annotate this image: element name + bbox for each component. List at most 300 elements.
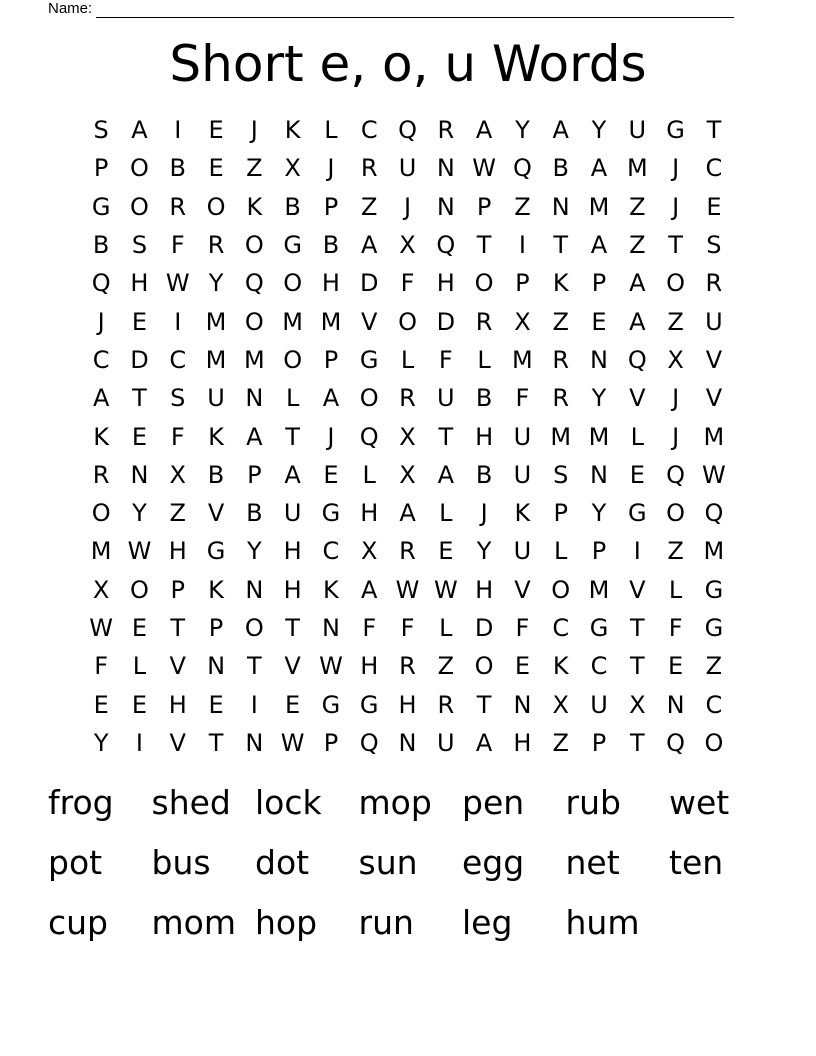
grid-letter: P <box>170 575 185 604</box>
grid-letter: N <box>130 460 149 489</box>
grid-letter: O <box>130 154 149 183</box>
grid-letter: W <box>89 614 114 642</box>
grid-letter: F <box>515 384 530 413</box>
grid-letter: Y <box>247 537 262 566</box>
grid-letter: C <box>92 345 110 374</box>
grid-letter: N <box>321 614 340 642</box>
grid-letter: G <box>704 575 724 604</box>
grid-letter: Z <box>246 154 263 183</box>
grid-letter: R <box>207 231 225 260</box>
grid-letter: A <box>552 116 569 145</box>
grid-letter: C <box>360 116 378 145</box>
grid-letter: M <box>588 192 610 221</box>
grid-letter: N <box>590 345 608 374</box>
grid-letter: E <box>208 690 224 719</box>
grid-letter: H <box>321 269 340 298</box>
grid-letter: N <box>245 728 264 757</box>
grid-letter: A <box>322 384 340 413</box>
grid-letter: L <box>439 614 453 642</box>
grid-letter: B <box>475 384 493 413</box>
grid-letter: L <box>132 652 147 681</box>
name-field <box>48 0 734 18</box>
word-bank-item: sun <box>358 843 418 882</box>
grid-letter: J <box>327 154 335 183</box>
grid-letter: P <box>591 537 607 566</box>
grid-letter: F <box>438 345 453 374</box>
grid-letter: U <box>513 422 532 451</box>
grid-letter: W <box>127 537 152 566</box>
grid-letter: I <box>518 231 526 260</box>
grid-letter: J <box>672 192 680 221</box>
grid-letter: X <box>169 460 186 489</box>
grid-letter: G <box>321 690 341 719</box>
grid-letter: L <box>400 345 415 374</box>
grid-letter: G <box>704 614 724 642</box>
grid-letter: A <box>361 231 378 260</box>
grid-letter: B <box>92 231 110 260</box>
grid-letter: G <box>589 614 609 642</box>
grid-letter: X <box>399 422 416 451</box>
grid-letter: O <box>206 192 226 221</box>
grid-letter: M <box>512 345 533 374</box>
grid-letter: M <box>550 422 572 451</box>
grid-letter: J <box>672 384 680 413</box>
grid-letter: O <box>283 269 303 298</box>
grid-letter: N <box>436 192 455 221</box>
grid-letter: Q <box>359 728 379 757</box>
grid-letter: X <box>284 154 301 183</box>
grid-letter: R <box>92 460 110 489</box>
grid-letter: R <box>399 537 416 566</box>
grid-letter: S <box>170 384 186 413</box>
word-bank-item: hum <box>565 903 640 942</box>
grid-letter: F <box>668 614 683 642</box>
grid-letter: O <box>244 231 264 260</box>
grid-letter: G <box>359 345 379 374</box>
grid-letter: M <box>90 537 112 566</box>
grid-letter: P <box>93 154 109 183</box>
grid-letter: A <box>131 116 148 145</box>
word-bank-item: run <box>358 903 414 942</box>
grid-letter: W <box>319 652 343 681</box>
grid-letter: A <box>399 499 416 528</box>
grid-letter: J <box>327 422 335 451</box>
grid-letter: M <box>626 154 648 183</box>
word-bank-item: shed <box>151 783 231 822</box>
word-bank-item: dot <box>255 843 310 882</box>
grid-letter: P <box>208 614 224 642</box>
grid-letter: X <box>552 690 569 719</box>
grid-letter: E <box>323 460 339 489</box>
grid-letter: E <box>131 690 148 719</box>
word-bank-item: wet <box>669 783 730 822</box>
grid-letter: Y <box>591 384 607 413</box>
grid-letter: U <box>590 690 608 719</box>
grid-letter: N <box>551 192 570 221</box>
grid-letter: H <box>168 537 187 566</box>
grid-letter: E <box>285 690 301 719</box>
grid-letter: T <box>438 422 454 451</box>
grid-letter: Q <box>91 269 111 298</box>
grid-letter: I <box>174 116 182 145</box>
grid-letter: P <box>323 728 339 757</box>
grid-letter: A <box>629 307 646 336</box>
grid-letter: M <box>282 307 303 336</box>
grid-letter: G <box>359 690 379 719</box>
grid-letter: I <box>633 537 641 566</box>
grid-letter: V <box>207 499 225 528</box>
grid-letter: E <box>208 154 224 183</box>
grid-letter: Q <box>398 116 417 145</box>
grid-letter: A <box>284 460 301 489</box>
grid-letter: R <box>475 307 493 336</box>
grid-letter: M <box>703 537 725 566</box>
grid-letter: H <box>398 690 417 719</box>
grid-letter: F <box>400 614 415 642</box>
word-bank-item: ten <box>669 843 724 882</box>
grid-letter: J <box>672 422 680 451</box>
grid-letter: Z <box>552 307 569 336</box>
word-bank-item: rub <box>565 783 621 822</box>
grid-letter: O <box>551 575 571 604</box>
grid-letter: A <box>590 231 608 260</box>
grid-letter: N <box>436 154 455 183</box>
grid-letter: R <box>169 192 187 221</box>
grid-letter: K <box>552 269 569 298</box>
grid-letter: T <box>706 116 722 145</box>
grid-letter: Z <box>437 652 455 681</box>
grid-letter: F <box>170 231 185 260</box>
grid-letter: O <box>244 307 264 336</box>
grid-letter: Z <box>361 192 378 221</box>
grid-letter: G <box>283 231 302 260</box>
grid-letter: P <box>323 345 339 374</box>
grid-letter: Q <box>512 154 532 183</box>
grid-letter: N <box>590 460 608 489</box>
grid-letter: O <box>704 728 724 757</box>
grid-letter: U <box>705 307 723 336</box>
grid-letter: C <box>552 614 570 642</box>
word-bank-item: mop <box>358 783 432 822</box>
grid-letter: Y <box>208 269 224 298</box>
grid-letter: D <box>359 269 379 298</box>
word-bank-item: mom <box>151 903 236 942</box>
word-bank-item: bus <box>151 843 211 882</box>
grid-letter: X <box>399 460 416 489</box>
grid-letter: E <box>706 192 722 221</box>
grid-letter: Z <box>629 231 646 260</box>
grid-letter: A <box>629 269 646 298</box>
grid-letter: W <box>433 575 458 604</box>
grid-letter: R <box>437 116 455 145</box>
grid-letter: Y <box>132 499 147 528</box>
grid-letter: V <box>514 575 531 604</box>
grid-letter: V <box>705 345 723 374</box>
grid-letter: O <box>474 652 494 681</box>
grid-letter: U <box>283 499 302 528</box>
grid-letter: R <box>399 652 416 681</box>
grid-letter: N <box>513 690 532 719</box>
grid-letter: I <box>174 307 182 336</box>
grid-letter: O <box>130 575 149 604</box>
grid-letter: L <box>630 422 644 451</box>
grid-letter: A <box>590 154 608 183</box>
grid-letter: J <box>403 192 412 221</box>
grid-letter: T <box>668 231 683 260</box>
grid-letter: S <box>553 460 569 489</box>
grid-letter: K <box>208 575 224 604</box>
grid-letter: H <box>168 690 187 719</box>
grid-letter: Y <box>591 499 607 528</box>
grid-letter: U <box>628 116 647 145</box>
grid-letter: T <box>629 728 645 757</box>
grid-letter: K <box>284 116 301 145</box>
grid-letter: T <box>476 231 492 260</box>
grid-letter: D <box>474 614 494 642</box>
grid-letter: O <box>283 345 303 374</box>
grid-letter: O <box>130 192 149 221</box>
grid-letter: Q <box>244 269 264 298</box>
grid-letter: A <box>92 384 110 413</box>
grid-letter: Y <box>591 116 607 145</box>
grid-letter: O <box>244 614 264 642</box>
grid-letter: X <box>667 345 684 374</box>
grid-letter: K <box>514 499 531 528</box>
grid-letter: L <box>668 575 683 604</box>
grid-letter: R <box>437 690 455 719</box>
grid-letter: R <box>360 154 378 183</box>
grid-letter: O <box>474 269 494 298</box>
grid-letter: E <box>591 307 607 336</box>
grid-letter: H <box>130 269 149 298</box>
grid-letter: M <box>588 422 610 451</box>
grid-letter: Z <box>667 537 684 566</box>
grid-letter: T <box>285 422 300 451</box>
grid-letter: N <box>207 652 226 681</box>
grid-letter: U <box>513 537 532 566</box>
grid-letter: W <box>280 728 305 757</box>
grid-letter: D <box>130 345 149 374</box>
grid-letter: A <box>361 575 378 604</box>
grid-letter: O <box>666 499 686 528</box>
grid-letter: Q <box>666 460 686 489</box>
grid-letter: C <box>322 537 340 566</box>
grid-letter: F <box>515 614 530 642</box>
grid-letter: F <box>170 422 185 451</box>
grid-letter: L <box>324 116 338 145</box>
grid-letter: S <box>93 116 109 145</box>
grid-letter: K <box>323 575 339 604</box>
grid-letter: B <box>246 499 263 528</box>
grid-letter: A <box>437 460 455 489</box>
grid-letter: B <box>207 460 225 489</box>
word-bank-item: frog <box>48 783 114 822</box>
grid-letter: W <box>472 154 496 183</box>
grid-letter: W <box>395 575 420 604</box>
grid-letter: O <box>359 384 379 413</box>
grid-letter: E <box>131 614 148 642</box>
grid-letter: A <box>246 422 263 451</box>
grid-letter: M <box>588 575 610 604</box>
grid-letter: U <box>437 728 455 757</box>
grid-letter: S <box>131 231 148 260</box>
grid-letter: I <box>135 728 143 757</box>
grid-letter: P <box>323 192 339 221</box>
grid-letter: Y <box>515 116 530 145</box>
grid-letter: T <box>132 384 147 413</box>
grid-letter: G <box>321 499 341 528</box>
grid-letter: V <box>169 652 186 681</box>
grid-letter: S <box>706 231 722 260</box>
grid-letter: Z <box>667 307 684 336</box>
grid-letter: E <box>131 307 148 336</box>
grid-letter: P <box>591 269 607 298</box>
grid-letter: H <box>360 652 379 681</box>
grid-letter: L <box>285 384 300 413</box>
grid-letter: L <box>477 345 491 374</box>
grid-letter: Z <box>629 192 646 221</box>
grid-letter: B <box>475 460 493 489</box>
grid-letter: R <box>552 384 570 413</box>
letter-grid <box>82 111 733 762</box>
grid-letter: C <box>169 345 187 374</box>
grid-letter: B <box>322 231 340 260</box>
grid-letter: V <box>361 307 378 336</box>
grid-letter: Q <box>359 422 379 451</box>
grid-letter: X <box>514 307 531 336</box>
grid-letter: Q <box>666 728 686 757</box>
grid-letter: E <box>131 422 148 451</box>
grid-letter: E <box>629 460 645 489</box>
grid-letter: N <box>245 575 264 604</box>
grid-letter: R <box>399 384 416 413</box>
grid-letter: G <box>666 116 685 145</box>
word-bank-item: pot <box>48 843 103 882</box>
word-bank-item: hop <box>255 903 318 942</box>
grid-letter: E <box>514 652 530 681</box>
grid-letter: M <box>243 345 265 374</box>
grid-letter: E <box>668 652 684 681</box>
grid-letter: H <box>475 422 494 451</box>
grid-letter: P <box>476 192 492 221</box>
grid-letter: B <box>284 192 301 221</box>
grid-letter: T <box>285 614 300 642</box>
grid-letter: X <box>399 231 416 260</box>
grid-letter: K <box>246 192 263 221</box>
grid-letter: K <box>93 422 110 451</box>
grid-letter: V <box>284 652 301 681</box>
grid-letter: U <box>437 384 455 413</box>
grid-letter: X <box>361 537 378 566</box>
word-bank-item: leg <box>462 903 513 942</box>
grid-letter: L <box>439 499 453 528</box>
grid-letter: D <box>436 307 456 336</box>
word-bank-item: pen <box>462 783 525 822</box>
grid-letter: V <box>629 384 646 413</box>
word-bank-item: cup <box>48 903 109 942</box>
grid-letter: Y <box>476 537 492 566</box>
grid-letter: P <box>553 499 568 528</box>
grid-letter: M <box>703 422 725 451</box>
grid-letter: J <box>480 499 488 528</box>
grid-letter: T <box>247 652 262 681</box>
grid-letter: C <box>705 154 723 183</box>
grid-letter: H <box>436 269 455 298</box>
grid-letter: F <box>94 652 109 681</box>
grid-letter: J <box>250 116 258 145</box>
grid-letter: C <box>705 690 723 719</box>
grid-letter: W <box>165 269 190 298</box>
word-bank <box>48 780 773 960</box>
grid-letter: U <box>207 384 225 413</box>
grid-letter: C <box>590 652 608 681</box>
grid-letter: A <box>475 116 493 145</box>
grid-letter: V <box>629 575 646 604</box>
grid-letter: T <box>629 614 645 642</box>
grid-letter: U <box>398 154 417 183</box>
grid-letter: E <box>208 116 224 145</box>
grid-letter: J <box>672 154 680 183</box>
grid-letter: T <box>170 614 186 642</box>
grid-letter: H <box>513 728 532 757</box>
grid-letter: U <box>513 460 532 489</box>
grid-letter: B <box>169 154 186 183</box>
grid-letter: R <box>705 269 723 298</box>
grid-letter: V <box>705 384 723 413</box>
grid-letter: H <box>283 575 302 604</box>
word-bank-item: lock <box>255 783 322 822</box>
grid-letter: K <box>208 422 224 451</box>
grid-letter: Y <box>93 728 109 757</box>
grid-letter: Q <box>704 499 724 528</box>
grid-letter: V <box>169 728 186 757</box>
grid-letter: T <box>629 652 645 681</box>
grid-letter: O <box>91 499 111 528</box>
grid-letter: Z <box>552 728 569 757</box>
grid-letter: M <box>205 307 227 336</box>
grid-letter: O <box>666 269 686 298</box>
grid-letter: R <box>552 345 570 374</box>
name-label: Name: <box>48 0 93 17</box>
grid-letter: N <box>666 690 685 719</box>
grid-letter: H <box>283 537 302 566</box>
grid-letter: T <box>476 690 492 719</box>
grid-letter: N <box>245 384 264 413</box>
grid-letter: G <box>628 499 647 528</box>
grid-letter: Z <box>705 652 723 681</box>
grid-letter: P <box>591 728 607 757</box>
grid-letter: W <box>702 460 726 489</box>
grid-letter: F <box>362 614 377 642</box>
grid-letter: E <box>93 690 109 719</box>
grid-letter: I <box>250 690 258 719</box>
grid-letter: Z <box>169 499 186 528</box>
grid-letter: N <box>398 728 417 757</box>
name-blank-line <box>96 3 734 18</box>
grid-letter: P <box>515 269 530 298</box>
grid-letter: K <box>552 652 569 681</box>
word-bank-item: egg <box>462 843 525 882</box>
grid-letter: J <box>97 307 105 336</box>
grid-letter: T <box>208 728 224 757</box>
grid-letter: P <box>247 460 262 489</box>
grid-letter: H <box>360 499 379 528</box>
grid-letter: Q <box>436 231 456 260</box>
grid-letter: Q <box>627 345 647 374</box>
grid-letter: X <box>92 575 110 604</box>
grid-letter: G <box>91 192 111 221</box>
grid-letter: A <box>475 728 493 757</box>
